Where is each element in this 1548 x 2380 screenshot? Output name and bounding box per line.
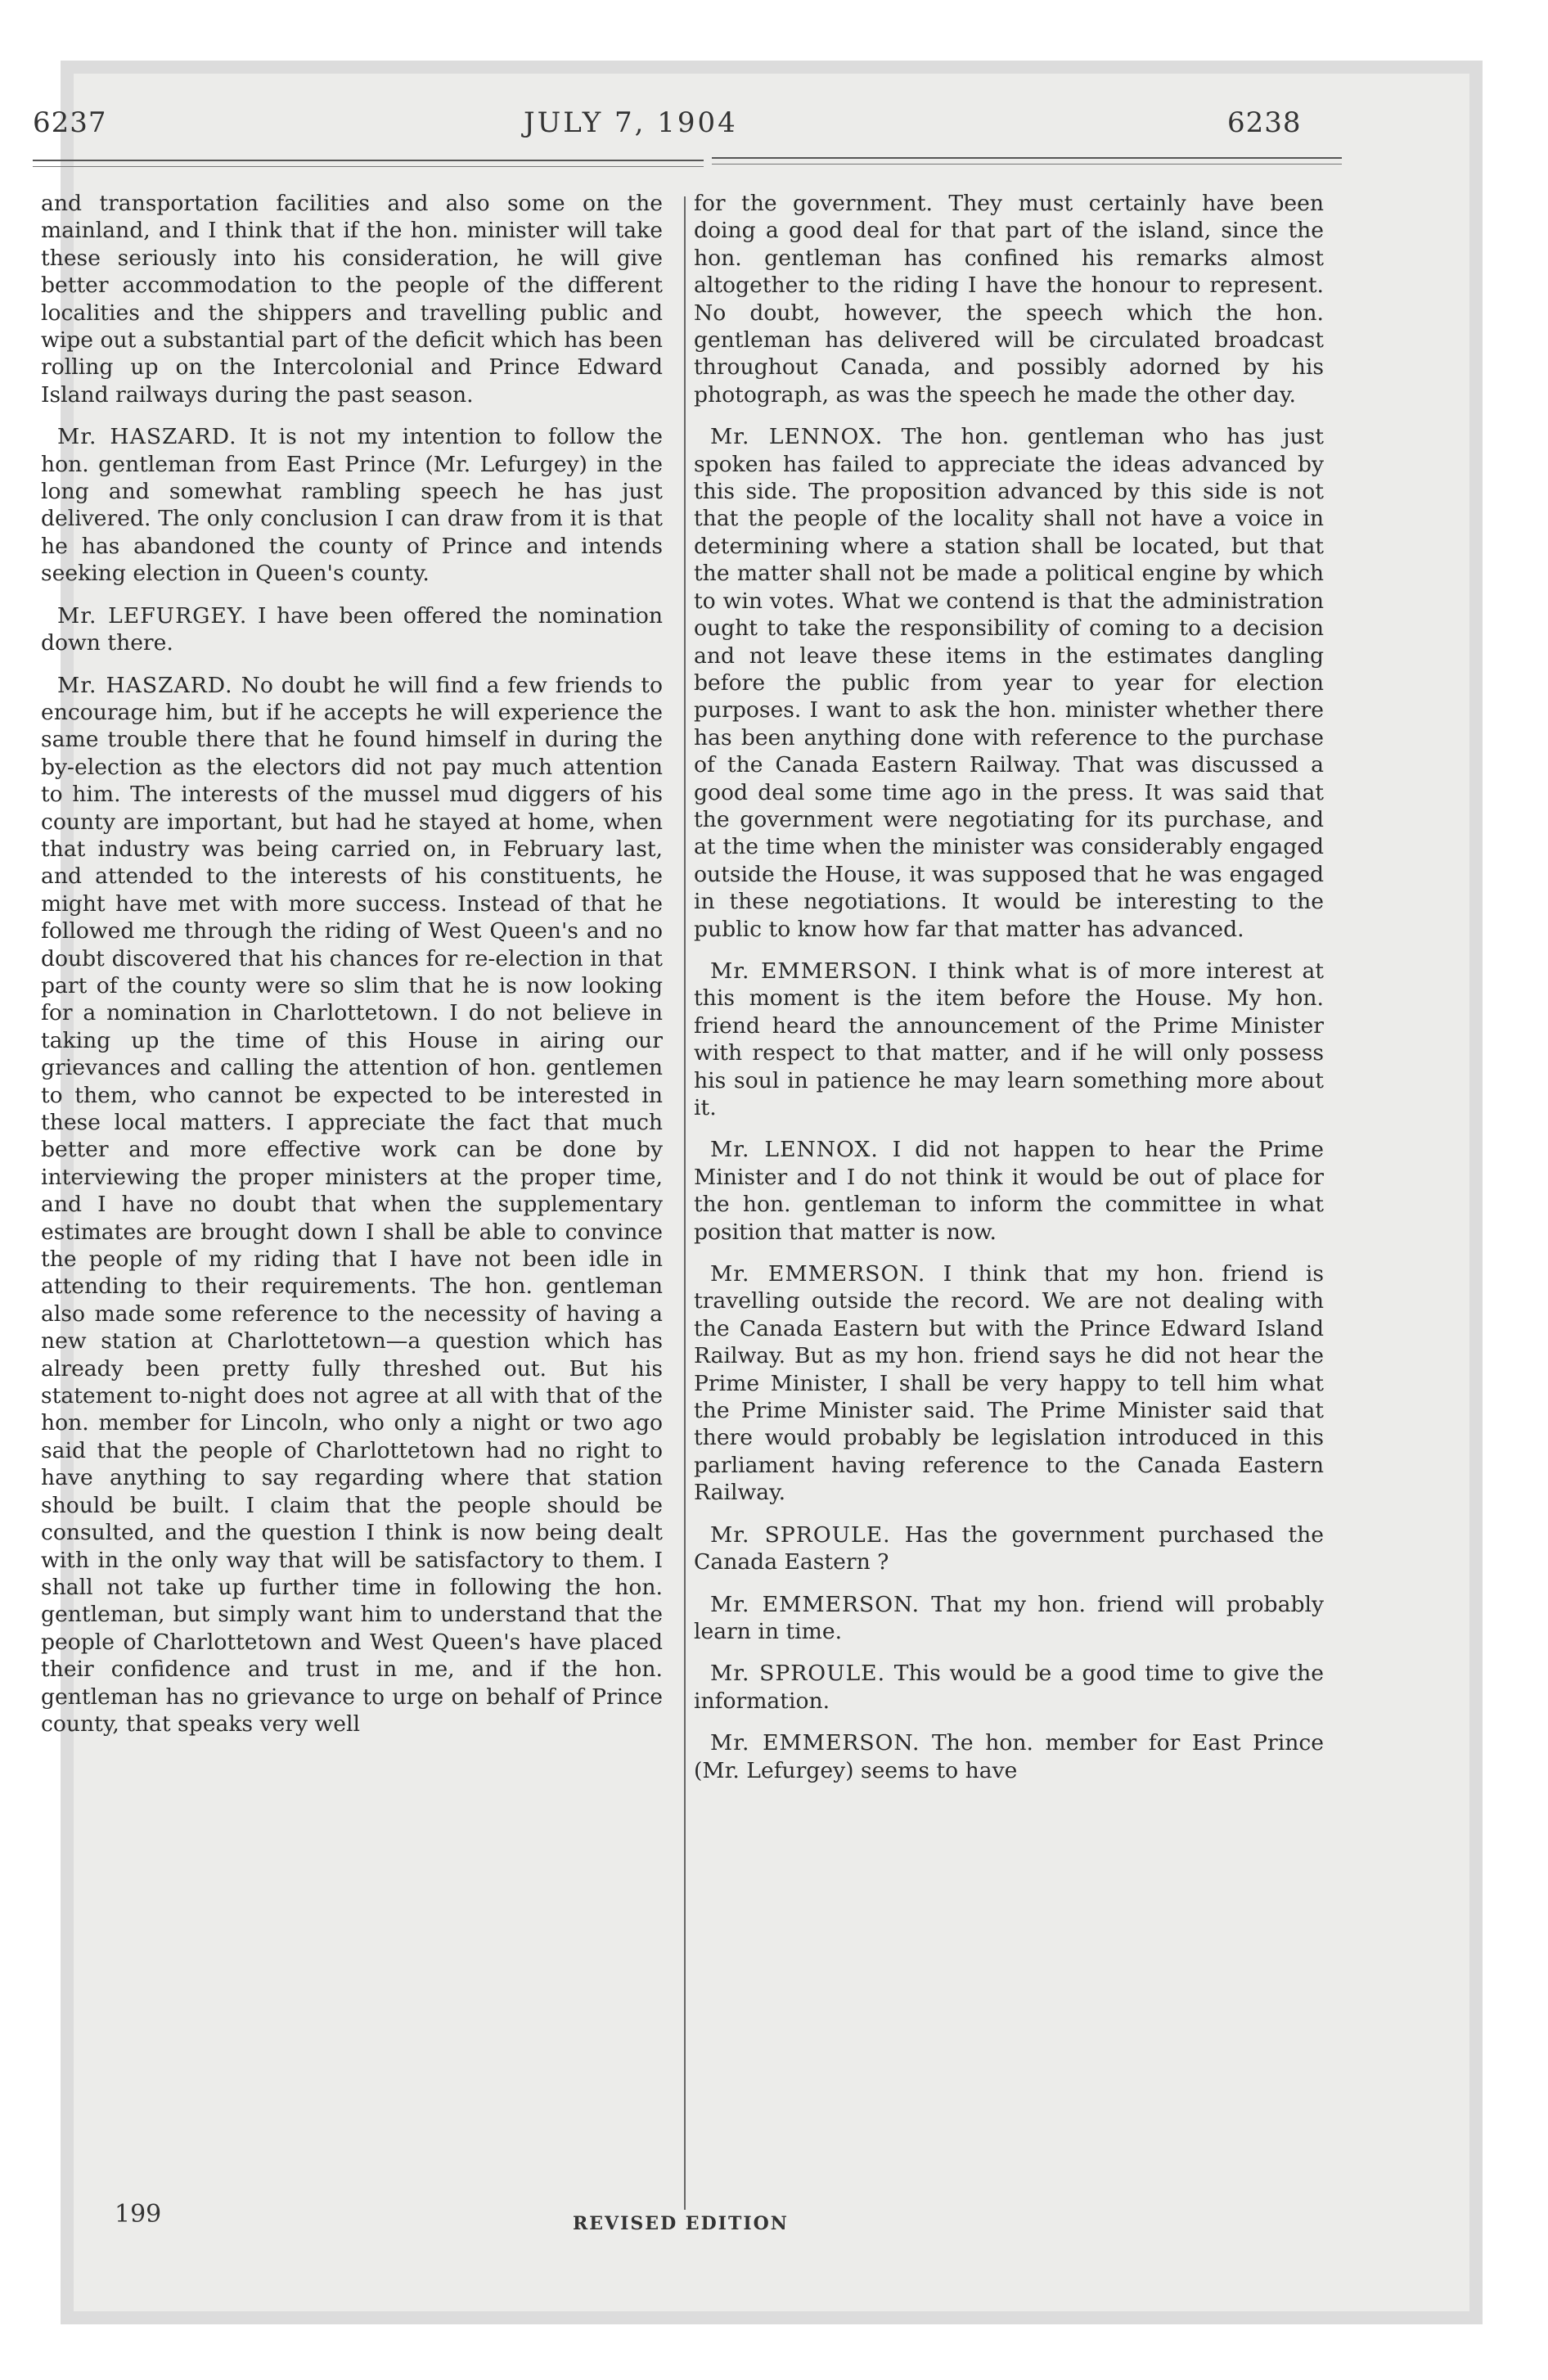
signature-number: 199 bbox=[115, 2200, 162, 2229]
speaker-name: Mr. EMMERSON. bbox=[710, 1730, 920, 1756]
left-column bbox=[41, 190, 663, 1752]
paragraph bbox=[41, 672, 663, 1738]
paragraph bbox=[41, 602, 663, 657]
header-rule-left bbox=[33, 160, 704, 161]
speaker-name: Mr. LENNOX. bbox=[710, 1137, 879, 1163]
speaker-name: Mr. SPROULE. bbox=[710, 1661, 886, 1687]
paragraph-text: That my hon. friend will probably learn in time. bbox=[694, 1591, 1324, 1644]
paragraph bbox=[694, 1521, 1324, 1576]
paragraph bbox=[41, 423, 663, 587]
speaker-name: Mr. EMMERSON. bbox=[710, 1261, 926, 1287]
paragraph-text: Has the government purchased the Canada Eastern ? bbox=[694, 1521, 1324, 1575]
paragraph bbox=[694, 1136, 1324, 1246]
paragraph-text: I did not happen to hear the Prime Minister and I do not think it would be out of place for the hon. gentleman to inform the committee in what position that matter is now. bbox=[694, 1137, 1325, 1245]
speaker-name: Mr. HASZARD. bbox=[57, 424, 237, 450]
paragraph bbox=[694, 1260, 1324, 1507]
paragraph-text: This would be a good time to give the information. bbox=[694, 1661, 1324, 1714]
paragraph-text: It is not my intention to follow the hon. gentleman from East Prince (Mr. Lefurgey) in the long and somewhat rambling speech he has just delivered. The only conclusion I can draw from it is that he has abandoned the county of Prince and intends seeking election in Queen's county. bbox=[41, 424, 663, 587]
paragraph bbox=[41, 190, 663, 408]
header-rule-right-thin bbox=[712, 164, 1342, 165]
speaker-name: Mr. SPROULE. bbox=[710, 1521, 891, 1548]
edition-label: REVISED EDITION bbox=[573, 2213, 789, 2234]
paragraph bbox=[694, 958, 1324, 1121]
paragraph-text: I have been offered the nomination down there. bbox=[41, 602, 663, 656]
paragraph-text: I think what is of more interest at this moment is the item before the House. My hon. friend heard the announcement of the Prime Minister with respect to that matter, and if he will only possess his soul in patience he may learn something more about it. bbox=[694, 958, 1324, 1120]
paragraph-text: The hon. member for East Prince (Mr. Lefurgey) seems to have bbox=[694, 1730, 1324, 1783]
paragraph bbox=[694, 1660, 1324, 1715]
header-rule-left-thin bbox=[33, 166, 704, 167]
right-page-number: 6238 bbox=[1227, 106, 1302, 139]
speaker-name: Mr. LEFURGEY. bbox=[57, 602, 248, 629]
right-column bbox=[694, 190, 1324, 1799]
paragraph bbox=[694, 190, 1324, 408]
speaker-name: Mr. EMMERSON. bbox=[710, 958, 919, 984]
paragraph-text: and transportation facilities and also some on the mainland, and I think that if the hon. minister will take these seriously into his consideration, he will give better accommodation to the people of the different localities and the shippers and travelling public and wipe out a substantial part of the deficit which has been rolling up on the Intercolonial and Prince Edward Island railways during the past season. bbox=[41, 191, 663, 408]
paragraph-text: I think that my hon. friend is travelling outside the record. We are not dealing with the Canada Eastern but with the Prince Edward Island Railway. But as my hon. friend says he did not hear the Prime Minister, I shall be very happy to tell him what the Prime Minister said. The Prime Minister said that there would probably be legislation introduced in this parliament having reference to the Canada Eastern Railway. bbox=[694, 1261, 1324, 1506]
left-page-number: 6237 bbox=[33, 106, 107, 139]
speaker-name: Mr. EMMERSON. bbox=[710, 1591, 920, 1617]
paragraph bbox=[694, 1591, 1324, 1646]
header-rule-right bbox=[712, 157, 1342, 159]
paragraph-text: The hon. gentleman who has just spoken has failed to appreciate the ideas advanced by this side. The proposition advanced by this side is not that the people of the locality shall not have a voice in determining where a station shall be located, but that the matter shall not be made a political engine by which to win votes. What we contend is that the administration ought to take the responsibility of coming to a decision and not leave these items in the estimates dangling before the public from year to year for election purposes. I want to ask the hon. minister whether there has been anything done with reference to the purchase of the Canada Eastern Railway. That was discussed a good deal some time ago in the press. It was said that the government were negotiating for its purchase, and at the time when the minister was considerably engaged outside the House, it was supposed that he was engaged in these negotiations. It would be interesting to the public to know how far that matter has advanced. bbox=[694, 424, 1324, 942]
column-divider bbox=[684, 196, 686, 2210]
page-date-title: JULY 7, 1904 bbox=[524, 106, 738, 139]
paragraph-text: No doubt he will find a few friends to encourage him, but if he accepts he will experience the same trouble there that he found himself in during the by-election as the electors did not pay much attention to him. The interests of the mussel mud diggers of his county are important, but had he stayed at home, when that industry was being carried on, in February last, and attended to the interests of his constituents, he might have met with more success. Instead of that he followed me through the riding of West Queen's and no doubt discovered that his chances for re-election in that part of the county were so slim that he is now looking for a nomination in Charlottetown. I do not believe in taking up the time of this House in airing our grievances and calling the attention of hon. gentlemen to them, who cannot be expected to be interested in these local matters. I appreciate the fact that much better and more effective work can be done by interviewing the proper ministers at the proper time, and I have no doubt that when the supplementary estimates are brought down I shall be able to convince the people of my riding that I have not been idle in attending to their requirements. The hon. gentleman also made some reference to the necessity of having a new station at Charlottetown—a question which has already been pretty fully threshed out. But his statement to-night does not agree at all with that of the hon. member for Lincoln, who only a night or two ago said that the people of Charlottetown had no right to have anything to say regarding where that station should be built. I claim that the people should be consulted, and the question I think is now being dealt with in the only way that will be satisfactory to them. I shall not take up further time in following the hon. gentleman, but simply want him to understand that the people of Charlottetown and West Queen's have placed their confidence and trust in me, and if the hon. gentleman has no grievance to urge on behalf of Prince county, that speaks very well bbox=[41, 672, 663, 1737]
speaker-name: Mr. LENNOX. bbox=[710, 424, 884, 450]
paragraph bbox=[694, 1729, 1324, 1784]
paragraph bbox=[694, 423, 1324, 943]
speaker-name: Mr. HASZARD. bbox=[57, 672, 233, 698]
paragraph-text: for the government. They must certainly have been doing a good deal for that part of the island, since the hon. gentleman has confined his remarks almost altogether to the riding I have the honour to represent. No doubt, however, the speech which the hon. gentleman has delivered will be circulated broadcast throughout Canada, and possibly adorned by his photograph, as was the speech he made the other day. bbox=[694, 191, 1324, 408]
